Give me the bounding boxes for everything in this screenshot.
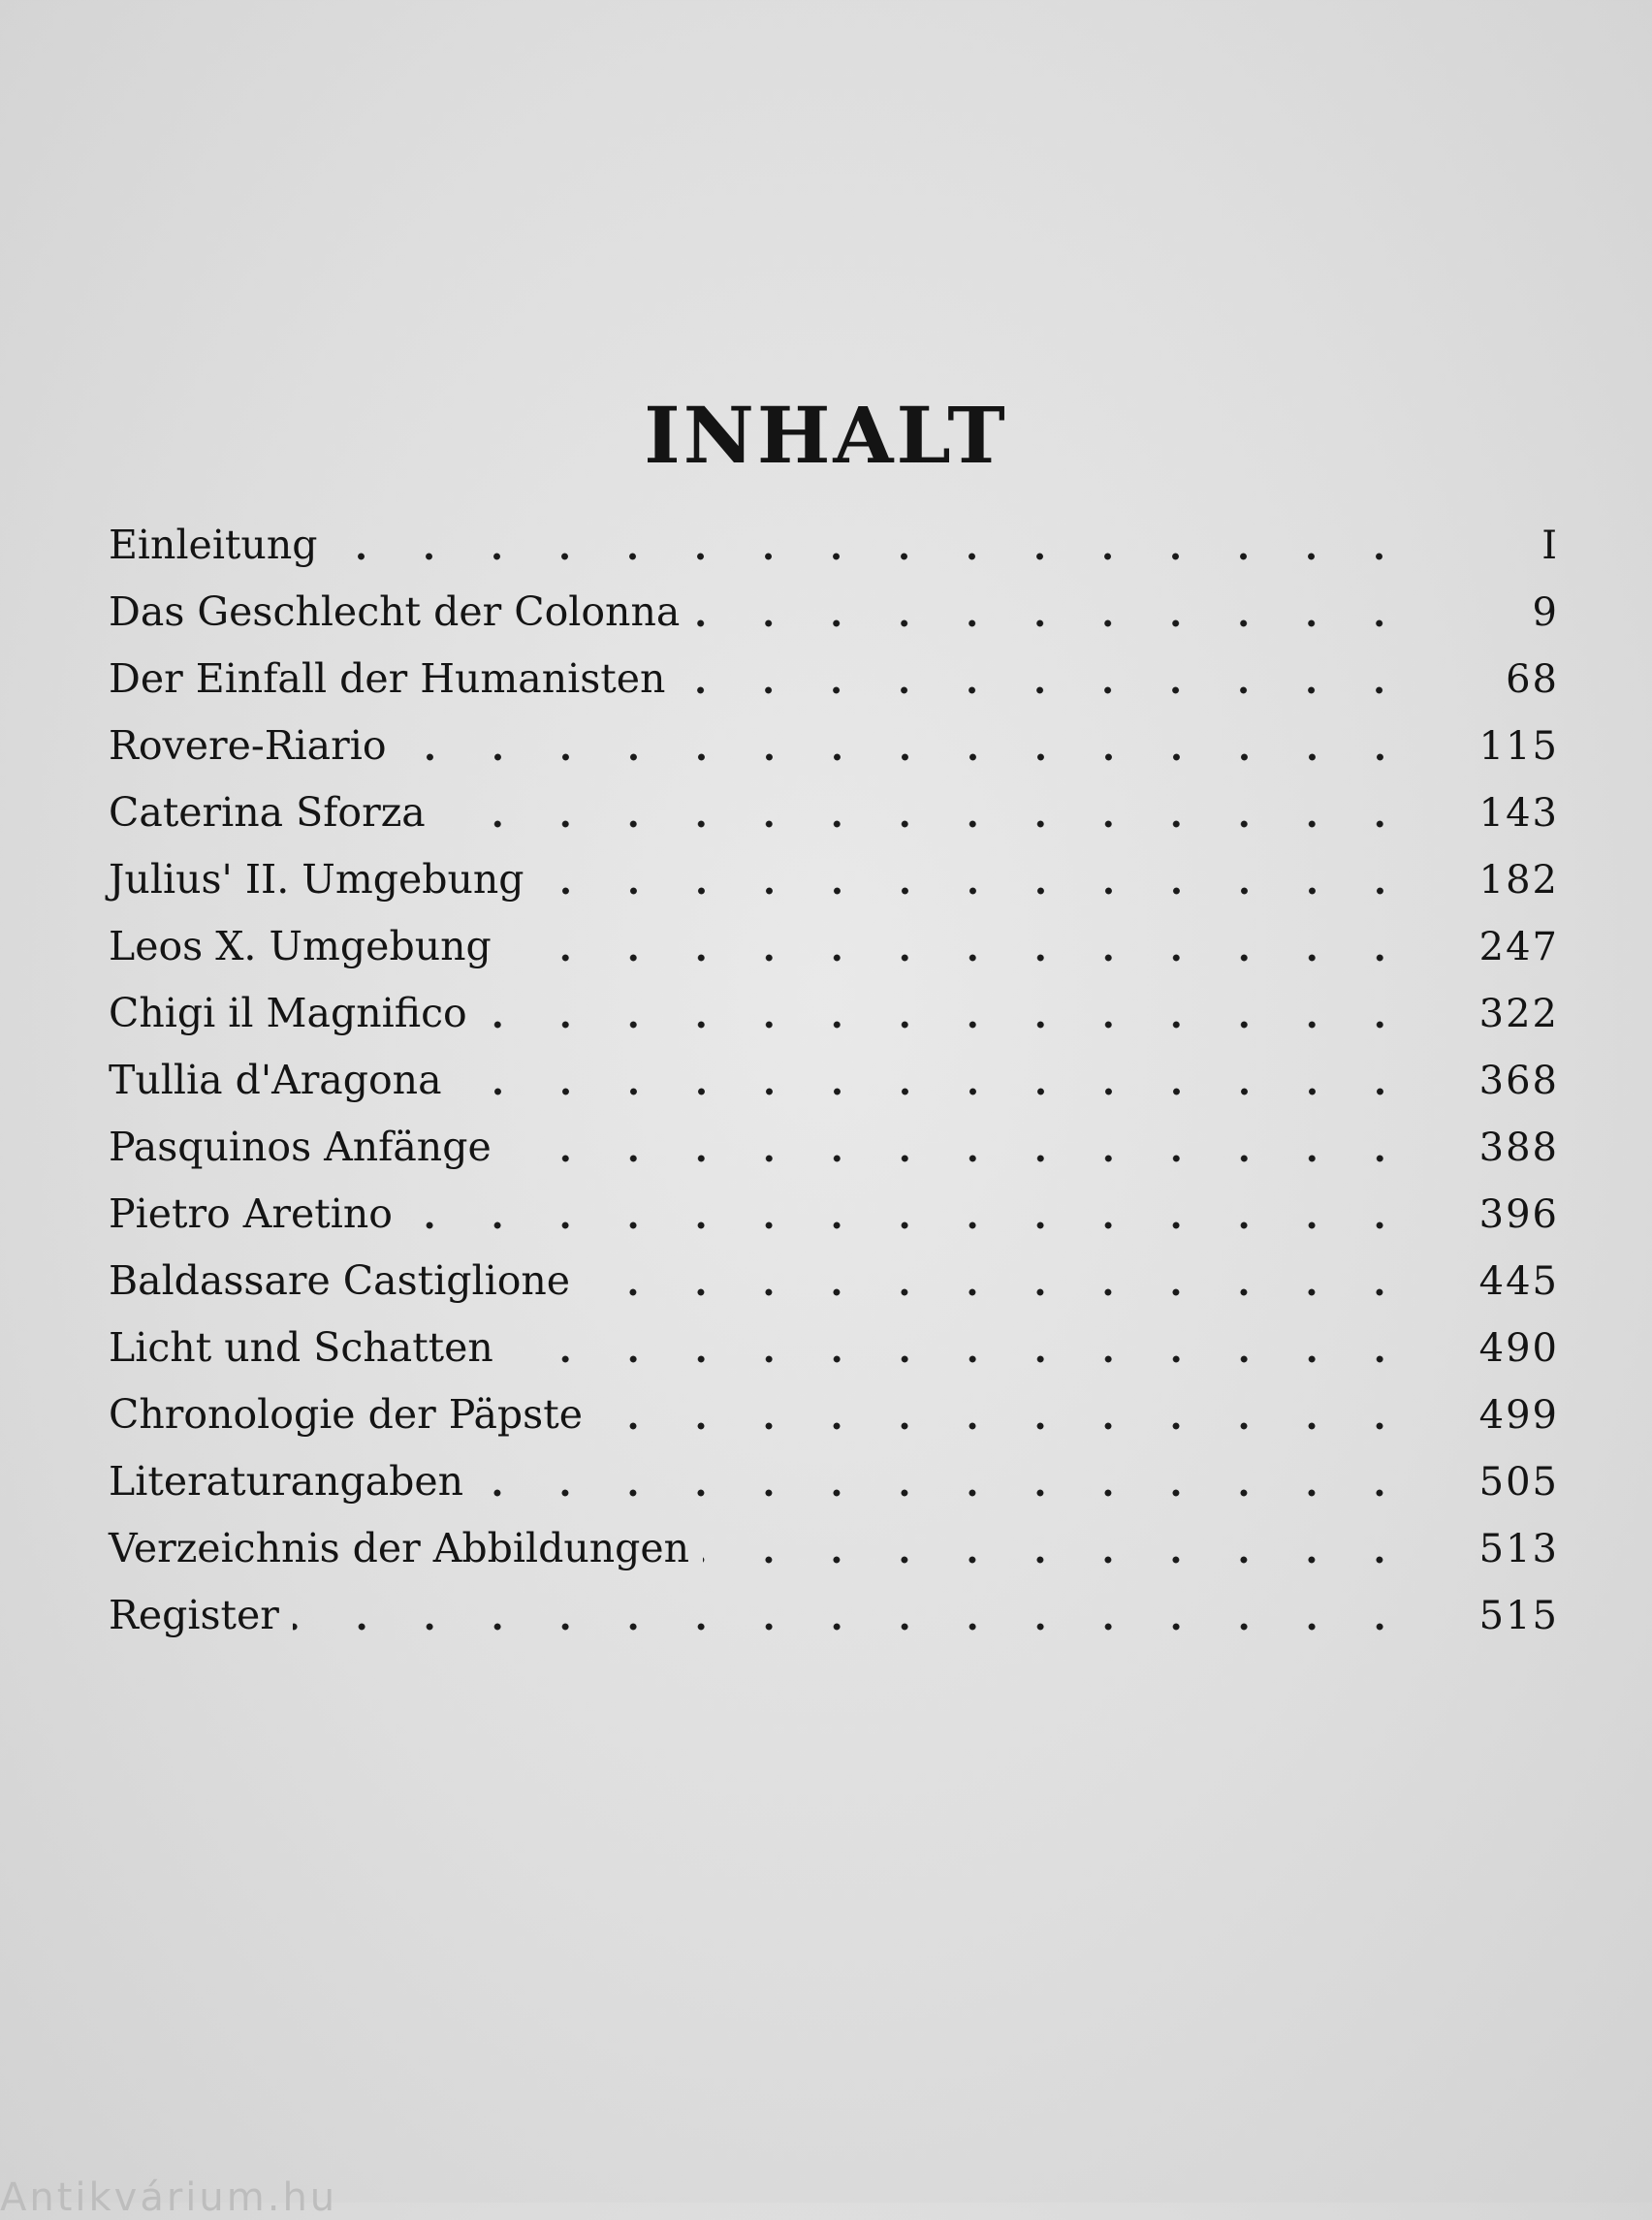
dot-leader (538, 886, 1414, 896)
dot-leader (456, 1087, 1414, 1096)
toc-entry-title: Julius' II. Umgebung (109, 856, 524, 903)
toc-entry-title: Der Einfall der Humanisten (109, 655, 666, 702)
toc-entry (109, 1181, 1559, 1248)
toc-entry (109, 779, 1559, 846)
toc-entry-title: Pasquinos Anfänge (109, 1124, 492, 1170)
toc-entry-page-number: 322 (1478, 992, 1559, 1036)
toc-entry-title: Chigi il Magnifico (109, 990, 467, 1036)
toc-entry-page-number: 490 (1478, 1326, 1559, 1371)
dot-leader (406, 1221, 1414, 1230)
toc-entry-title: Tullia d'Aragona (109, 1057, 442, 1103)
toc-entry (109, 846, 1559, 913)
toc-entry-page-number: 247 (1478, 925, 1559, 969)
dot-leader (584, 1287, 1414, 1297)
toc-entry-page-number: 515 (1478, 1594, 1559, 1638)
toc-entry-title: Rovere-Riario (109, 722, 387, 769)
watermark: Antikvárium.hu (0, 2175, 338, 2220)
toc-entry (109, 913, 1559, 980)
dot-leader (505, 953, 1414, 963)
table-of-contents (109, 512, 1559, 1649)
toc-entry (109, 1315, 1559, 1381)
toc-entry (109, 512, 1559, 579)
dot-leader (400, 752, 1414, 762)
toc-entry-page-number: 143 (1478, 791, 1559, 836)
toc-entry-page-number: 445 (1478, 1259, 1559, 1304)
toc-entry-page-number: 9 (1532, 590, 1559, 635)
toc-entry-title: Verzeichnis der Abbildungen (109, 1525, 690, 1571)
dot-leader (507, 1354, 1414, 1364)
dot-leader (505, 1154, 1414, 1163)
dot-leader (293, 1622, 1414, 1632)
toc-entry-page-number: 505 (1478, 1460, 1559, 1505)
dot-leader (481, 1020, 1414, 1030)
toc-entry (109, 713, 1559, 779)
dot-leader (439, 819, 1414, 829)
toc-entry-page-number: 182 (1478, 858, 1559, 903)
toc-entry-page-number: 115 (1478, 724, 1559, 769)
toc-entry-page-number: 499 (1478, 1393, 1559, 1438)
toc-entry-page-number: 513 (1478, 1527, 1559, 1571)
toc-entry-title: Caterina Sforza (109, 789, 426, 836)
toc-entry-title: Literaturangaben (109, 1458, 464, 1505)
toc-entry (109, 1448, 1559, 1515)
toc-entry (109, 1047, 1559, 1114)
dot-leader (331, 552, 1414, 561)
toc-entry (109, 1515, 1559, 1582)
toc-entry-title: Leos X. Umgebung (109, 923, 492, 969)
toc-entry-title: Pietro Aretino (109, 1190, 393, 1237)
toc-entry-page-number: 396 (1478, 1192, 1559, 1237)
dot-leader (477, 1488, 1414, 1498)
toc-entry (109, 1381, 1559, 1448)
toc-entry-title: Register (109, 1592, 279, 1638)
dot-leader (679, 685, 1414, 695)
toc-entry-page-number: 388 (1478, 1126, 1559, 1170)
toc-entry (109, 1582, 1559, 1649)
toc-entry-page-number: 368 (1478, 1059, 1559, 1103)
toc-entry (109, 1248, 1559, 1315)
toc-entry (109, 1114, 1559, 1181)
toc-entry (109, 646, 1559, 713)
toc-entry (109, 579, 1559, 646)
toc-entry (109, 980, 1559, 1047)
toc-entry-title: Licht und Schatten (109, 1324, 493, 1371)
page-title: INHALT (644, 389, 1008, 481)
dot-leader (693, 618, 1414, 628)
toc-entry-page-number: 68 (1506, 657, 1559, 702)
toc-entry-title: Baldassare Castiglione (109, 1257, 571, 1304)
toc-entry-title: Chronologie der Päpste (109, 1391, 583, 1438)
toc-entry-page-number: I (1541, 523, 1559, 568)
toc-entry-title: Das Geschlecht der Colonna (109, 588, 681, 635)
dot-leader (703, 1555, 1414, 1565)
toc-entry-title: Einleitung (109, 522, 318, 568)
dot-leader (596, 1421, 1414, 1431)
